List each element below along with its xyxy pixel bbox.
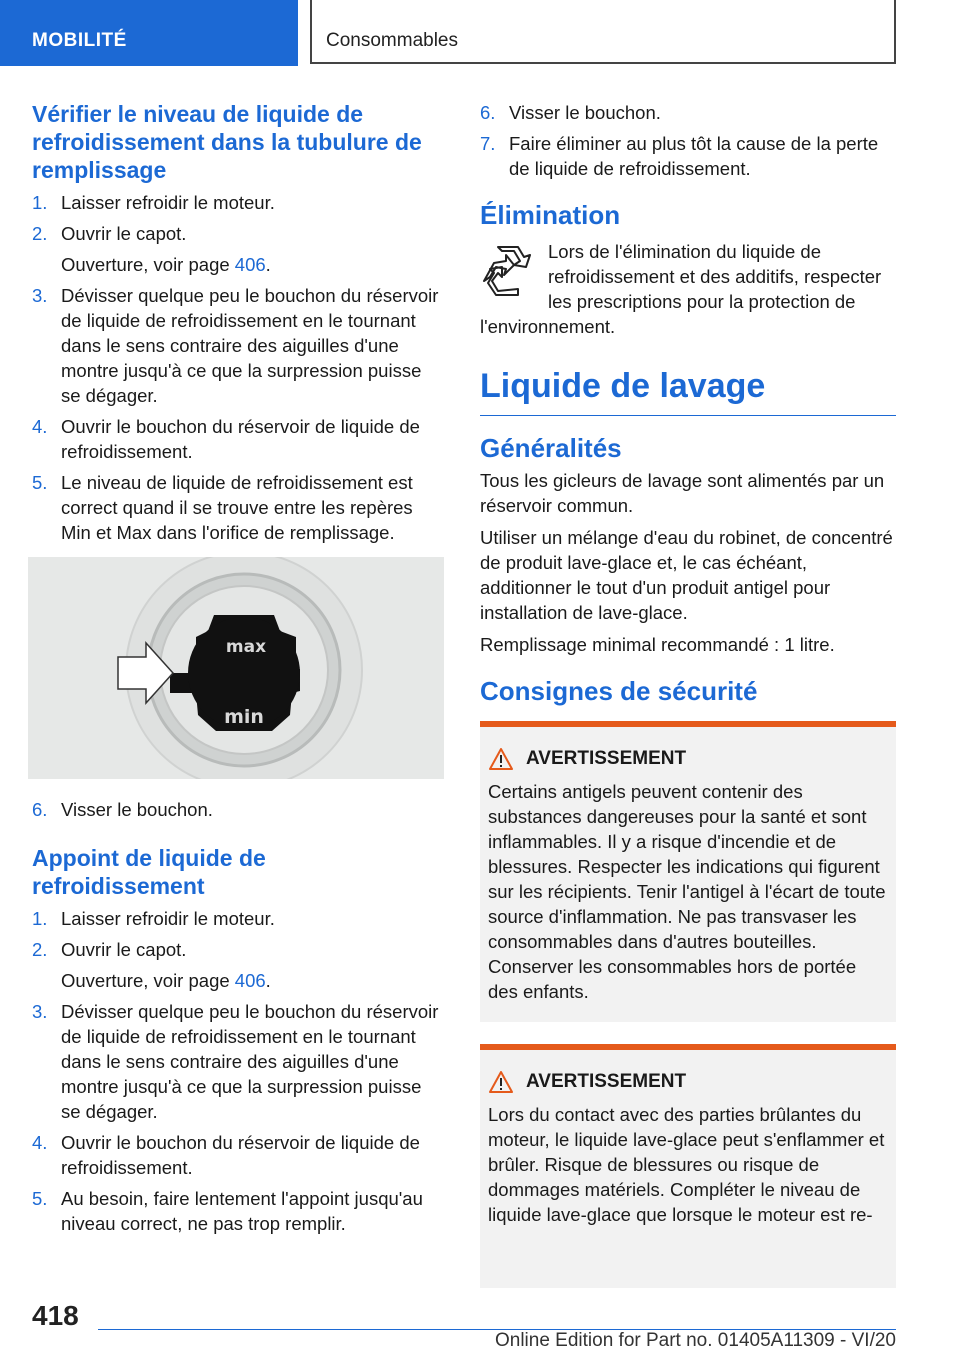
- subtext-prefix: Ouverture, voir page: [61, 254, 235, 275]
- step-number: 5.: [32, 1188, 48, 1209]
- step-text: Le niveau de liquide de refroidissement est correct quand il se trouve entre les repères Min et Max dans l'orifice de remplissage.: [61, 472, 413, 543]
- section-tab: MOBILITÉ: [0, 0, 298, 66]
- topup-steps-cont-list: [480, 100, 896, 181]
- warning-title: AVERTISSEMENT: [526, 748, 687, 769]
- warning-text: Certains antigels peuvent contenir des substances dangereuses pour la santé et sont inflammables. Il y a risque d'incendie et de blessures. Respecter les indications qui figurent sur les récipients. Tenir l'antigel à l'écart de toute source d'inflammation. Ne pas transvaser les consommables dans d'autres bouteilles. Conserver les consommables hors de portée des enfants.: [488, 781, 886, 1002]
- disposal-text: Lors de l'élimination du liquide de refroidissement et des additifs, respecter les prescriptions pour la protection de l'environnement.: [480, 241, 882, 337]
- page-number: 418: [32, 1300, 79, 1331]
- list-item: [32, 283, 444, 408]
- chapter-tab: Consommables: [310, 0, 896, 64]
- step-text: Ouvrir le bouchon du réservoir de liquide de refroidissement.: [61, 1132, 420, 1178]
- warning-title: AVERTISSEMENT: [526, 1071, 687, 1092]
- safety-heading: Consignes de sécurité: [480, 676, 758, 706]
- step-number: 3.: [32, 1001, 48, 1022]
- general-paragraph-2: Utiliser un mélange d'eau du robinet, de concentré de produit lave-glace et, le cas échéant, additionner le tout d'un produit antigel pour installation de lave-glace.: [480, 527, 893, 623]
- step-text: Laisser refroidir le moteur.: [61, 192, 275, 213]
- list-item: [32, 999, 444, 1124]
- list-item: [32, 470, 444, 545]
- step-number: 2.: [32, 939, 48, 960]
- step-number: 4.: [32, 1132, 48, 1153]
- warning-box-2: [480, 1044, 896, 1288]
- step-number: 3.: [32, 285, 48, 306]
- warning-text: Lors du contact avec des parties brûlantes du moteur, le liquide lave-glace peut s'enflammer et brûler. Risque de blessures ou risque de dommages matériels. Compléter le niveau de liquide lave-glace que lorsque le moteur est re-: [488, 1104, 885, 1225]
- step-text: Au besoin, faire lentement l'appoint jusqu'au niveau correct, ne pas trop remplir.: [61, 1188, 423, 1234]
- step-number: 1.: [32, 192, 48, 213]
- step-number: 6.: [32, 799, 48, 820]
- subtext-suffix: .: [265, 970, 271, 991]
- step-number: 5.: [32, 472, 48, 493]
- page-reference-link[interactable]: 406: [234, 970, 266, 991]
- step-text: Faire éliminer au plus tôt la cause de la perte de liquide de refroidissement.: [509, 133, 879, 179]
- subtext-suffix: .: [265, 254, 271, 275]
- edition-info: Online Edition for Part no. 01405A11309 - VI/20: [494, 1330, 896, 1351]
- check-level-heading: Vérifier le niveau de liquide de refroidissement dans la tubulure de remplissage: [32, 101, 422, 183]
- general-paragraph-3: Remplissage minimal recommandé : 1 litre.: [480, 634, 835, 655]
- right-column: [480, 100, 896, 1288]
- list-item: [32, 797, 444, 822]
- left-column: [32, 100, 444, 1246]
- disposal-heading: Élimination: [480, 200, 621, 230]
- list-item: [480, 100, 896, 125]
- step-subtext: [61, 252, 444, 277]
- coolant-cap-photo: [28, 557, 444, 779]
- topup-heading: Appoint de liquide de refroidissement: [32, 845, 266, 899]
- warning-triangle-icon: [488, 1070, 514, 1094]
- list-item: [480, 131, 896, 181]
- recycle-icon: [480, 243, 536, 299]
- step-text: Laisser refroidir le moteur.: [61, 908, 275, 929]
- general-paragraph-1: Tous les gicleurs de lavage sont alimentés par un réservoir commun.: [480, 470, 885, 516]
- warning-triangle-icon: [488, 747, 514, 771]
- list-item: [32, 906, 444, 931]
- step-number: 4.: [32, 416, 48, 437]
- check-step-6: [32, 797, 444, 822]
- washer-fluid-heading: Liquide de lavage: [480, 365, 896, 416]
- list-item: [32, 414, 444, 464]
- list-item: [32, 1186, 444, 1236]
- topup-steps-list: [32, 906, 444, 1236]
- step-text: Ouvrir le bouchon du réservoir de liquide de refroidissement.: [61, 416, 420, 462]
- list-item: [32, 221, 444, 277]
- step-text: Visser le bouchon.: [61, 799, 213, 820]
- disposal-block: [480, 239, 896, 339]
- step-text: Ouvrir le capot.: [61, 223, 187, 244]
- step-text: Visser le bouchon.: [509, 102, 661, 123]
- page-header: [0, 0, 960, 66]
- page-reference-link[interactable]: 406: [234, 254, 266, 275]
- list-item: [32, 190, 444, 215]
- step-number: 1.: [32, 908, 48, 929]
- warning-box-1: [480, 721, 896, 1022]
- step-text: Dévisser quelque peu le bouchon du réservoir de liquide de refroidissement en le tournant dans le sens contraire des aiguilles d'une montre jusqu'à ce que la surpression puisse se dégager.: [61, 285, 439, 406]
- subtext-prefix: Ouverture, voir page: [61, 970, 235, 991]
- step-number: 6.: [480, 102, 496, 123]
- general-heading: Généralités: [480, 433, 622, 463]
- step-number: 2.: [32, 223, 48, 244]
- list-item: [32, 1130, 444, 1180]
- check-steps-list: [32, 190, 444, 545]
- step-number: 7.: [480, 133, 496, 154]
- step-text: Dévisser quelque peu le bouchon du réservoir de liquide de refroidissement en le tournant dans le sens contraire des aiguilles d'une montre jusqu'à ce que la surpression puisse se dégager.: [61, 1001, 439, 1122]
- photo-max-label: max: [225, 637, 267, 657]
- step-text: Ouvrir le capot.: [61, 939, 187, 960]
- list-item: [32, 937, 444, 993]
- step-subtext: [61, 968, 444, 993]
- photo-min-label: min: [224, 706, 264, 728]
